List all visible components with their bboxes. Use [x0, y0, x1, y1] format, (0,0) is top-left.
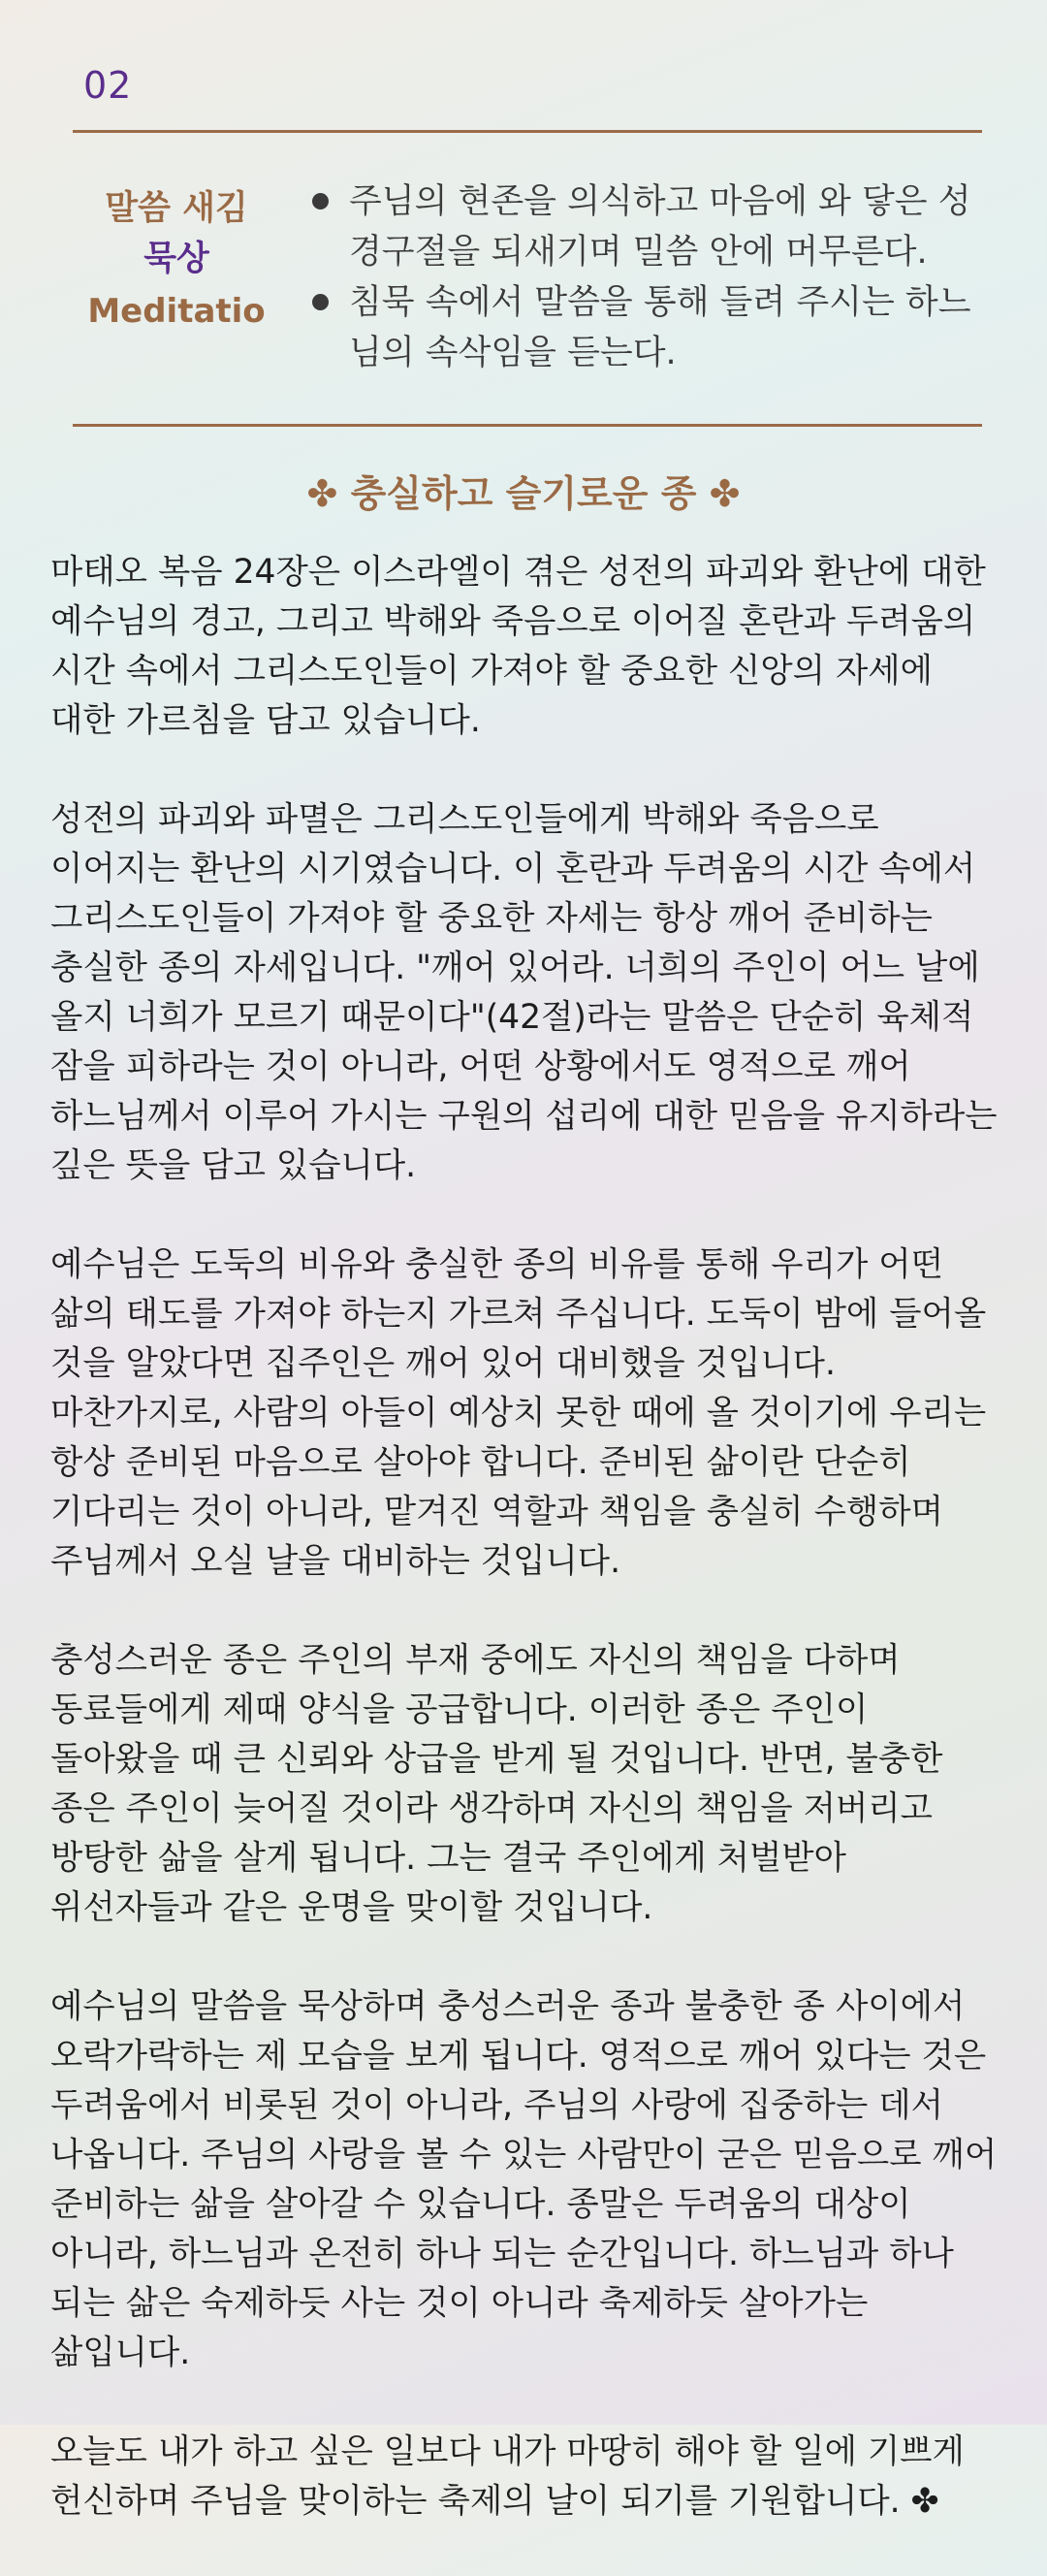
instruction-item — [308, 177, 987, 277]
clover-icon: ✤ — [910, 2482, 939, 2521]
closing-text: 오늘도 내가 하고 싶은 일보다 내가 마땅히 해야 할 일에 기쁘게 헌신하며 주님을 맞이하는 축제의 날이 되기를 기원합니다. — [50, 2432, 965, 2521]
step-label-latin: Meditatio — [87, 292, 266, 331]
section-number: 02 — [83, 64, 133, 107]
instruction-text: 침묵 속에서 말씀을 통해 들려 주시는 하느님의 속삭임을 듣는다. — [349, 283, 971, 372]
bottom-divider — [73, 424, 982, 427]
step-label-korean: 말씀 새김 — [105, 189, 248, 228]
closing-paragraph — [50, 2428, 1000, 2527]
paragraph: 예수님은 도둑의 비유와 충실한 종의 비유를 통해 우리가 어떤 삶의 태도를 가져야 하는지 가르쳐 주십니다. 도둑이 밤에 들어올 것을 알았다면 집주인은 깨어 있어 대비했을 것입니다. 마찬가지로, 사람의 아들이 예상치 못한 때에 올 것이기에 우리는 항상 준비된 마음으로 살아야 합니다. 준비된 삶이란 단순히 기다리는 것이 아니라, 맡겨진 역할과 책임을 충실히 수행하며 주님께서 오실 날을 대비하는 것입니다. — [50, 1245, 987, 1581]
reflection-title — [0, 464, 1047, 517]
reflection-body — [50, 548, 1000, 2576]
paragraph: 충성스러운 종은 주인의 부재 중에도 자신의 책임을 다하며 동료들에게 제때 양식을 공급합니다. 이러한 종은 주인이 돌아왔을 때 큰 신뢰와 상급을 받게 될 것입니다. 반면, 불충한 종은 주인이 늦어질 것이라 생각하며 자신의 책임을 저버리고 방탕한 삶을 살게 됩니다. 그는 결국 주인에게 처벌받아 위선자들과 같은 운명을 맞이할 것입니다. — [50, 1641, 943, 1927]
paragraph: 예수님의 말씀을 묵상하며 충성스러운 종과 불충한 종 사이에서 오락가락하는 제 모습을 보게 됩니다. 영적으로 깨어 있다는 것은 두려움에서 비롯된 것이 아니라, 주님의 사랑에 집중하는 데서 나옵니다. 주님의 사랑을 볼 수 있는 사람만이 굳은 믿음으로 깨어 준비하는 삶을 살아갈 수 있습니다. 종말은 두려움의 대상이 아니라, 하느님과 온전히 하나 되는 순간입니다. 하느님과 하나 되는 삶은 숙제하듯 사는 것이 아니라 축제하듯 살아가는 삶입니다. — [50, 1987, 998, 2372]
instruction-list — [308, 177, 987, 378]
clover-icon: ✤ — [306, 472, 338, 515]
paragraph: 성전의 파괴와 파멸은 그리스도인들에게 박해와 죽음으로 이어지는 환난의 시기였습니다. 이 혼란과 두려움의 시간 속에서 그리스도인들이 가져야 할 중요한 자세는 항상 깨어 준비하는 충실한 종의 자세입니다. "깨어 있어라. 너희의 주인이 어느 날에 올지 너희가 모르기 때문이다"(42절)라는 말씀은 단순히 육체적 잠을 피하라는 것이 아니라, 어떤 상황에서도 영적으로 깨어 하느님께서 이루어 가시는 구원의 섭리에 대한 믿음을 유지하라는 깊은 뜻을 담고 있습니다. — [50, 800, 998, 1185]
step-label-meditation: 묵상 — [143, 240, 209, 278]
instruction-item — [308, 277, 987, 378]
top-divider — [73, 130, 982, 133]
instruction-text: 주님의 현존을 의식하고 마음에 와 닿은 성경구절을 되새기며 밀씀 안에 머무른다. — [349, 182, 971, 272]
bullet-icon — [312, 193, 329, 209]
reflection-title-text: 충실하고 슬기로운 종 — [350, 472, 697, 515]
bullet-icon — [312, 294, 329, 310]
clover-icon: ✤ — [709, 472, 741, 515]
step-label — [79, 184, 273, 337]
paragraph: 마태오 복음 24장은 이스라엘이 겪은 성전의 파괴와 환난에 대한 예수님의 경고, 그리고 박해와 죽음으로 이어질 혼란과 두려움의 시간 속에서 그리스도인들이 가져야 할 중요한 신앙의 자세에 대한 가르침을 담고 있습니다. — [50, 553, 986, 740]
